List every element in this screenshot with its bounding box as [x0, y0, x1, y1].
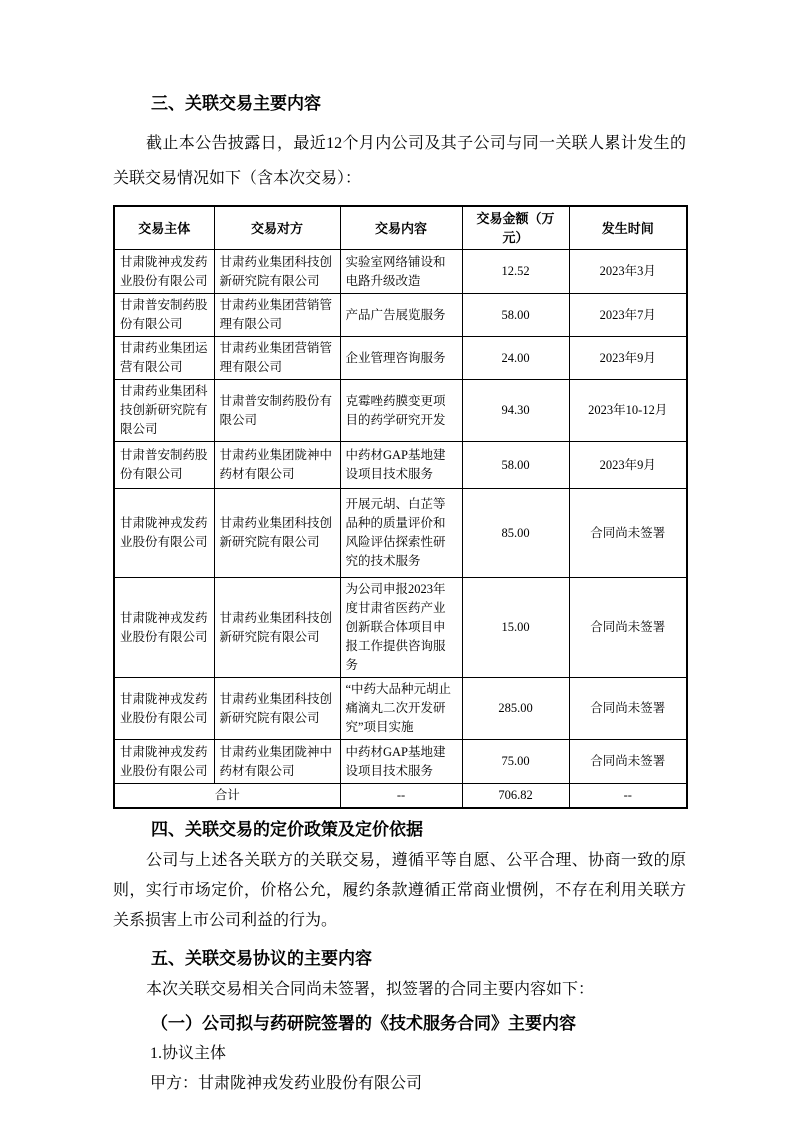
- section4-paragraph: 公司与上述各关联方的关联交易，遵循平等自愿、公平合理、协商一致的原则，实行市场定价，价格公允，履约条款遵循正常商业惯例，不存在利用关联方关系损害上市公司利益的行为。: [113, 852, 686, 929]
- cell-amount: 58.00: [462, 294, 569, 337]
- cell-content: 克霉唑药膜变更项目的药学研究开发: [340, 380, 462, 442]
- cell-amount: 12.52: [462, 250, 569, 294]
- total-time: --: [569, 784, 687, 809]
- cell-content: “中药大品种元胡止痛滴丸二次开发研究”项目实施: [340, 678, 462, 740]
- table-row: [114, 250, 687, 294]
- cell-time: 2023年3月: [569, 250, 687, 294]
- related-transactions-table: [113, 205, 688, 809]
- col-header-time: 发生时间: [569, 206, 687, 250]
- cell-subject: 甘肃陇神戎发药业股份有限公司: [114, 578, 214, 678]
- section3-intro: 截止本公告披露日，最近12个月内公司及其子公司与同一关联人累计发生的关联交易情况如下（含本次交易）：: [113, 135, 686, 187]
- cell-counterparty: 甘肃药业集团科技创新研究院有限公司: [214, 250, 340, 294]
- cell-time: 2023年7月: [569, 294, 687, 337]
- cell-time: 合同尚未签署: [569, 678, 687, 740]
- cell-amount: 285.00: [462, 678, 569, 740]
- table-total-row: [114, 784, 687, 809]
- col-header-subject: 交易主体: [114, 206, 214, 250]
- cell-subject: 甘肃普安制药股份有限公司: [114, 442, 214, 489]
- cell-counterparty: 甘肃药业集团科技创新研究院有限公司: [214, 578, 340, 678]
- cell-subject: 甘肃陇神戎发药业股份有限公司: [114, 740, 214, 784]
- cell-content: 中药材GAP基地建设项目技术服务: [340, 442, 462, 489]
- cell-subject: 甘肃普安制药股份有限公司: [114, 294, 214, 337]
- cell-content: 企业管理咨询服务: [340, 337, 462, 380]
- cell-counterparty: 甘肃药业集团营销管理有限公司: [214, 294, 340, 337]
- cell-counterparty: 甘肃药业集团科技创新研究院有限公司: [214, 489, 340, 578]
- cell-time: 2023年9月: [569, 442, 687, 489]
- cell-counterparty: 甘肃药业集团科技创新研究院有限公司: [214, 678, 340, 740]
- cell-counterparty: 甘肃药业集团陇神中药材有限公司: [214, 740, 340, 784]
- table-header-row: [114, 206, 687, 250]
- cell-counterparty: 甘肃药业集团营销管理有限公司: [214, 337, 340, 380]
- cell-amount: 85.00: [462, 489, 569, 578]
- cell-counterparty: 甘肃药业集团陇神中药材有限公司: [214, 442, 340, 489]
- cell-subject: 甘肃药业集团运营有限公司: [114, 337, 214, 380]
- cell-time: 合同尚未签署: [569, 578, 687, 678]
- cell-subject: 甘肃陇神戎发药业股份有限公司: [114, 250, 214, 294]
- section5-sub-heading: （一）公司拟与药研院签署的《技术服务合同》主要内容: [151, 1014, 576, 1033]
- table-row: [114, 489, 687, 578]
- cell-amount: 24.00: [462, 337, 569, 380]
- cell-time: 2023年9月: [569, 337, 687, 380]
- cell-amount: 15.00: [462, 578, 569, 678]
- cell-counterparty: 甘肃普安制药股份有限公司: [214, 380, 340, 442]
- col-header-amount: 交易金额（万元）: [462, 206, 569, 250]
- cell-subject: 甘肃药业集团科技创新研究院有限公司: [114, 380, 214, 442]
- cell-content: 实验室网络铺设和电路升级改造: [340, 250, 462, 294]
- section5-heading: 五、关联交易协议的主要内容: [151, 949, 372, 968]
- cell-content: 中药材GAP基地建设项目技术服务: [340, 740, 462, 784]
- col-header-counterparty: 交易对方: [214, 206, 340, 250]
- cell-subject: 甘肃陇神戎发药业股份有限公司: [114, 489, 214, 578]
- party-a-line: 甲方：甘肃陇神戎发药业股份有限公司: [150, 1075, 423, 1092]
- table-row: [114, 442, 687, 489]
- cell-amount: 58.00: [462, 442, 569, 489]
- cell-time: 合同尚未签署: [569, 489, 687, 578]
- cell-amount: 75.00: [462, 740, 569, 784]
- cell-content: 开展元胡、白芷等品种的质量评价和风险评估探索性研究的技术服务: [340, 489, 462, 578]
- table-row: [114, 740, 687, 784]
- total-content: --: [340, 784, 462, 809]
- agreement-item-1: 1.协议主体: [150, 1045, 227, 1062]
- total-label: 合计: [114, 784, 340, 809]
- cell-amount: 94.30: [462, 380, 569, 442]
- section5-paragraph: 本次关联交易相关合同尚未签署，拟签署的合同主要内容如下：: [146, 981, 595, 998]
- table-row: [114, 578, 687, 678]
- table-row: [114, 294, 687, 337]
- cell-time: 合同尚未签署: [569, 740, 687, 784]
- cell-subject: 甘肃陇神戎发药业股份有限公司: [114, 678, 214, 740]
- table-row: [114, 678, 687, 740]
- table-row: [114, 337, 687, 380]
- cell-time: 2023年10-12月: [569, 380, 687, 442]
- total-amount: 706.82: [462, 784, 569, 809]
- table-row: [114, 380, 687, 442]
- cell-content: 为公司申报2023年度甘肃省医药产业创新联合体项目申报工作提供咨询服务: [340, 578, 462, 678]
- col-header-content: 交易内容: [340, 206, 462, 250]
- section3-heading: 三、关联交易主要内容: [151, 94, 321, 113]
- cell-content: 产品广告展览服务: [340, 294, 462, 337]
- section4-heading: 四、关联交易的定价政策及定价依据: [151, 820, 423, 839]
